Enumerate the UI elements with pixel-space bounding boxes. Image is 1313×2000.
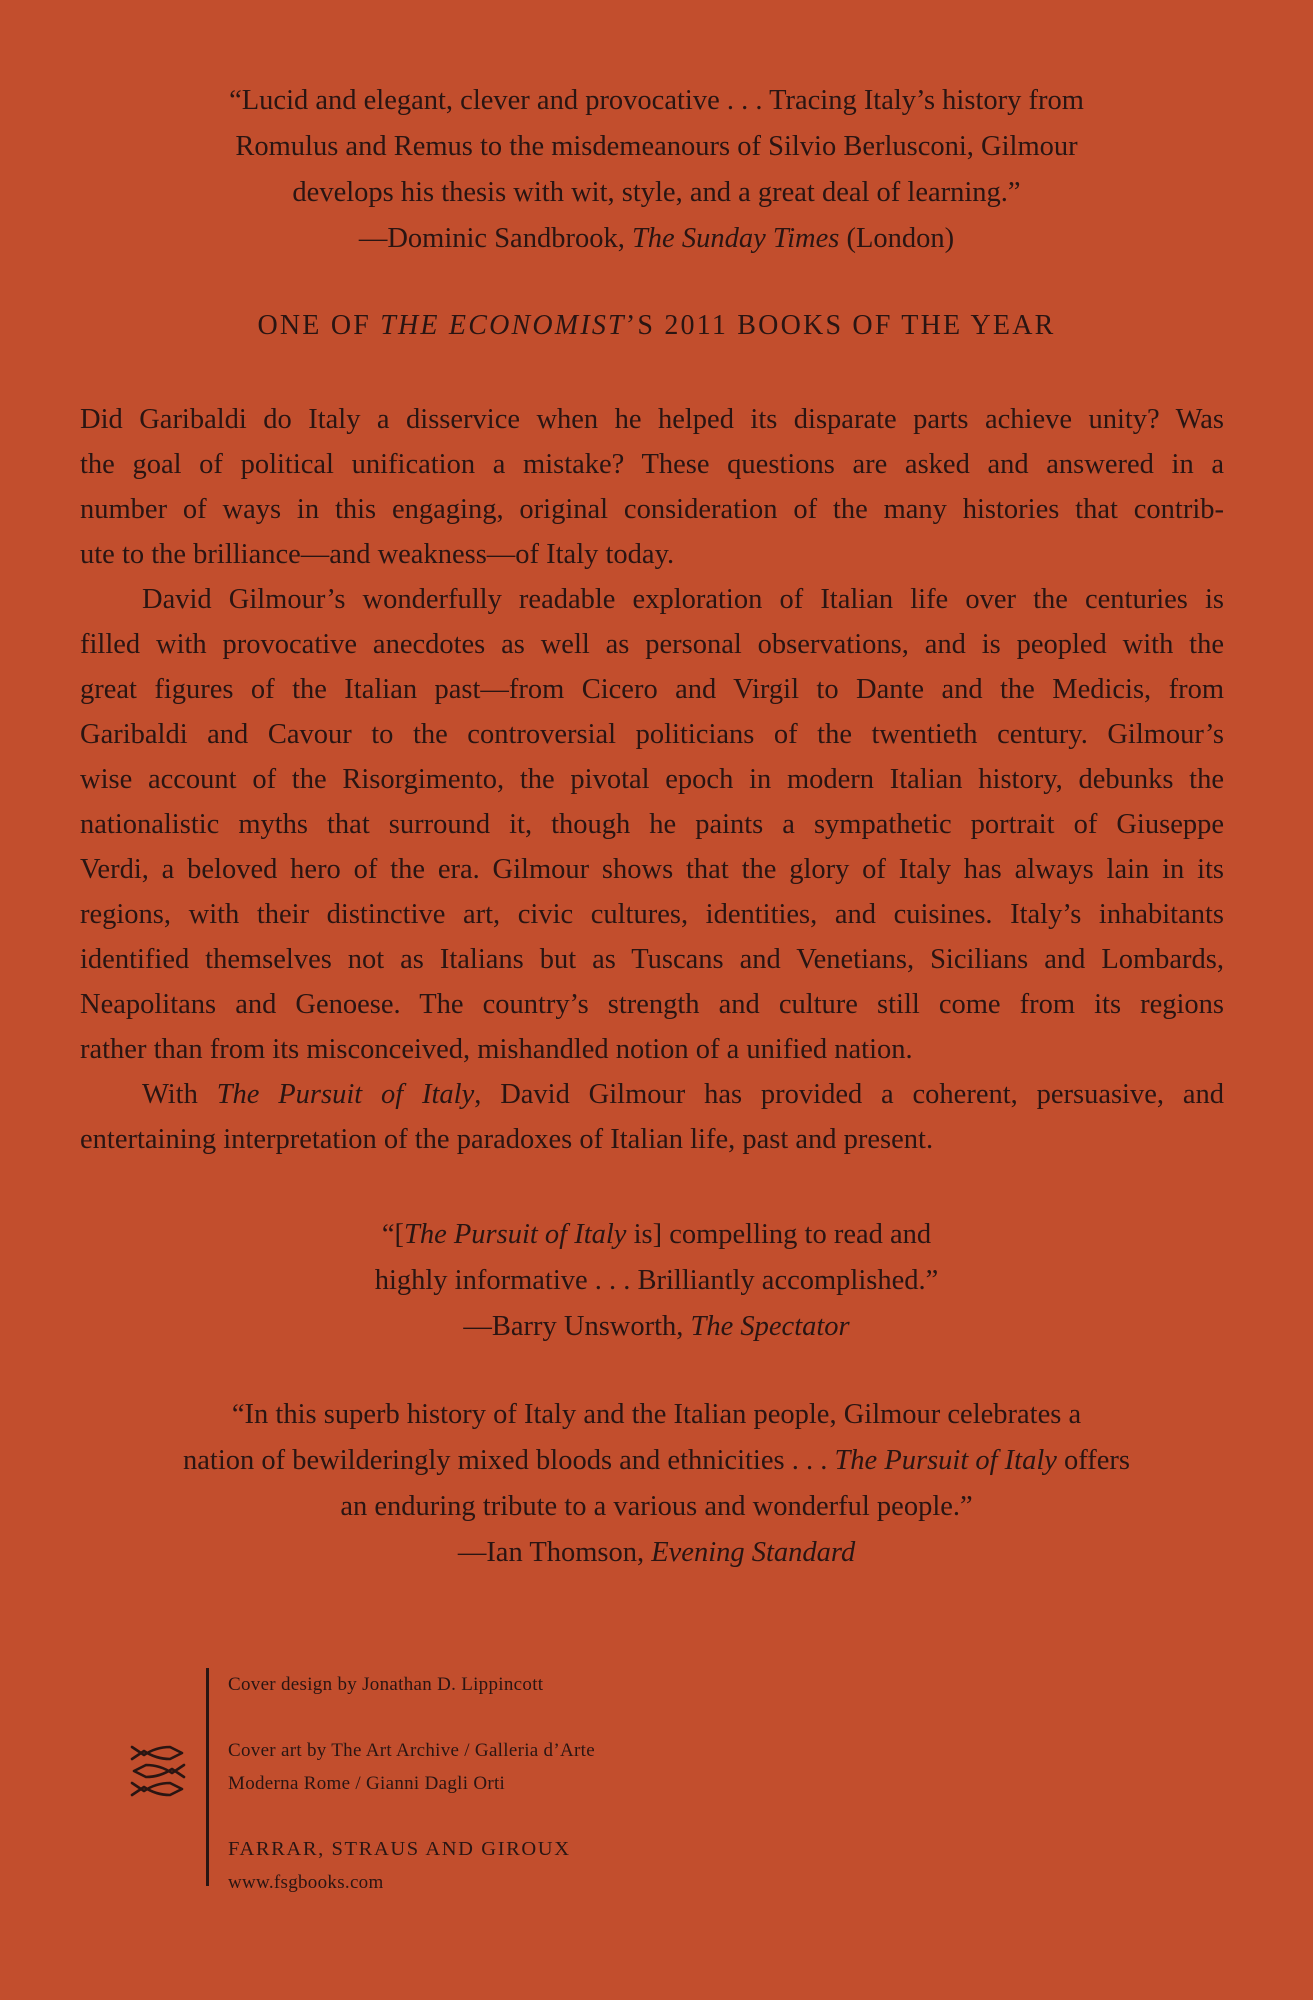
quote-line: Romulus and Remus to the misdemeanours of Silvio Berlusconi, Gilmour (235, 131, 1078, 162)
closing-rest: , David Gilmour has provided a coherent, persuasive, and (474, 1079, 1224, 1110)
review-quote-thomson (0, 1392, 1313, 1576)
review-quote-sandbrook (0, 78, 1313, 262)
cover-art-credit: Moderna Rome / Gianni Dagli Orti (228, 1773, 506, 1794)
quote-text: is] compelling to read and (626, 1219, 932, 1250)
description-line: number of ways in this engaging, original consideration of the many histories that contrib- (80, 494, 1224, 525)
book-title: The Pursuit of Italy (403, 1219, 627, 1250)
description-line: Neapolitans and Genoese. The country’s strength and culture still come from its regions (80, 989, 1224, 1020)
description-closing-line: entertaining interpretation of the paradoxes of Italian life, past and present. (80, 1124, 934, 1155)
book-description (80, 397, 1224, 1162)
attribution-source: The Sunday Times (631, 223, 840, 254)
description-line: regions, with their distinctive art, civic cultures, identities, and cuisines. Italy’s inhabitants (80, 899, 1224, 930)
description-line: great figures of the Italian past—from Cicero and Virgil to Dante and the Medicis, from (80, 674, 1224, 705)
closing-prefix: With (142, 1079, 217, 1110)
banner-suffix: ’S 2011 BOOKS OF THE YEAR (625, 310, 1056, 341)
description-line: Verdi, a beloved hero of the era. Gilmour shows that the glory of Italy has always lain in its (80, 854, 1224, 885)
review-quote-unsworth (0, 1212, 1313, 1350)
colophon (130, 1668, 730, 1893)
book-title: The Pursuit of Italy (834, 1445, 1057, 1476)
vertical-divider (206, 1668, 209, 1886)
quote-line: “In this superb history of Italy and the Italian people, Gilmour celebrates a (231, 1399, 1082, 1430)
spacer (228, 1800, 595, 1833)
attribution-source: The Spectator (690, 1311, 850, 1342)
credits (228, 1668, 595, 1899)
description-closing-line (80, 1072, 1224, 1117)
description-line: Did Garibaldi do Italy a disservice when he helped its disparate parts achieve unity? Was (80, 404, 1224, 435)
description-line: identified themselves not as Italians but as Tuscans and Venetians, Sicilians and Lombards, (80, 944, 1224, 975)
economist-award-banner (0, 306, 1313, 346)
banner-publication: THE ECONOMIST (380, 310, 626, 341)
quote-line: “Lucid and elegant, clever and provocative . . . Tracing Italy’s history from (229, 85, 1084, 116)
cover-design-credit: Cover design by Jonathan D. Lippincott (228, 1674, 544, 1695)
attribution-author: —Barry Unsworth, (463, 1311, 691, 1342)
description-line: David Gilmour’s wonderfully readable exploration of Italian life over the centuries is (142, 584, 1224, 615)
banner-prefix: ONE OF (257, 310, 381, 341)
quote-attribution (0, 1304, 1313, 1350)
fsg-fish-logo-icon (130, 1743, 186, 1799)
description-line: Garibaldi and Cavour to the controversial politicians of the twentieth century. Gilmour’s (80, 719, 1224, 750)
quote-text: offers (1056, 1445, 1130, 1476)
description-line: wise account of the Risorgimento, the pivotal epoch in modern Italian history, debunks the (80, 764, 1224, 795)
attribution-author: —Ian Thomson, (457, 1537, 652, 1568)
publisher-name: FARRAR, STRAUS AND GIROUX (228, 1838, 571, 1860)
cover-art-credit: Cover art by The Art Archive / Galleria d’Arte (228, 1740, 595, 1761)
quote-attribution (0, 1530, 1313, 1576)
description-line: rather than from its misconceived, mishandled notion of a unified nation. (80, 1034, 913, 1065)
attribution-suffix: (London) (839, 223, 955, 254)
quote-line: highly informative . . . Brilliantly accomplished.” (374, 1265, 939, 1296)
quote-open: “[ (381, 1219, 404, 1250)
quote-text: nation of bewilderingly mixed bloods and ethnicities . . . (183, 1445, 835, 1476)
spacer (228, 1701, 595, 1734)
description-line: ute to the brilliance—and weakness—of Italy today. (80, 539, 675, 570)
description-line: filled with provocative anecdotes as well as personal observations, and is peopled with the (80, 629, 1224, 660)
book-title: The Pursuit of Italy (216, 1079, 475, 1110)
quote-line (0, 1212, 1313, 1258)
attribution-source: Evening Standard (651, 1537, 856, 1568)
quote-line: an enduring tribute to a various and wonderful people.” (340, 1491, 973, 1522)
publisher-website: www.fsgbooks.com (228, 1872, 384, 1893)
quote-attribution (0, 216, 1313, 262)
attribution-author: —Dominic Sandbrook, (358, 223, 632, 254)
description-line: the goal of political unification a mistake? These questions are asked and answered in a (80, 449, 1224, 480)
description-line: nationalistic myths that surround it, though he paints a sympathetic portrait of Giuseppe (80, 809, 1224, 840)
quote-line: develops his thesis with wit, style, and a great deal of learning.” (292, 177, 1021, 208)
quote-line (0, 1438, 1313, 1484)
